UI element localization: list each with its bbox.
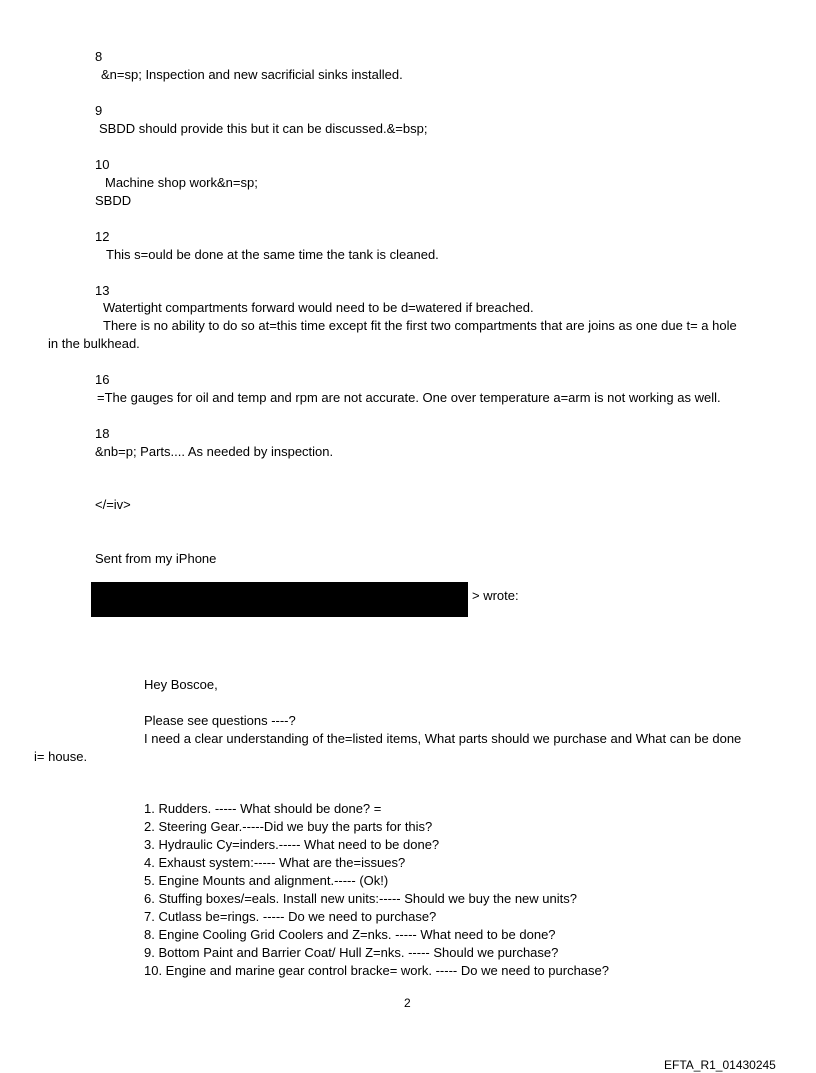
item-text: &nb=p; Parts.... As needed by inspection. bbox=[95, 444, 334, 459]
intro-line: i= house. bbox=[34, 749, 88, 764]
wrote-label: > wrote: bbox=[472, 588, 519, 603]
item-text: Machine shop work&n=sp; bbox=[105, 175, 258, 190]
item-number: 18 bbox=[95, 426, 110, 441]
list-item: 7. Cutlass be=rings. ----- Do we need to purchase? bbox=[144, 909, 437, 924]
list-item: 4. Exhaust system:----- What are the=issues? bbox=[144, 855, 406, 870]
item-number: 10 bbox=[95, 157, 110, 172]
item-number: 8 bbox=[95, 49, 103, 64]
item-text: This s=ould be done at the same time the tank is cleaned. bbox=[106, 247, 439, 262]
list-item: 3. Hydraulic Cy=inders.----- What need to be done? bbox=[144, 837, 440, 852]
signature: Sent from my iPhone bbox=[95, 551, 217, 566]
item-number: 12 bbox=[95, 229, 110, 244]
redaction-block bbox=[91, 582, 468, 617]
document-id: EFTA_R1_01430245 bbox=[664, 1058, 776, 1072]
item-number: 13 bbox=[95, 283, 110, 298]
list-item: 2. Steering Gear.-----Did we buy the parts for this? bbox=[144, 819, 433, 834]
item-number: 16 bbox=[95, 372, 110, 387]
list-item: 5. Engine Mounts and alignment.----- (Ok!) bbox=[144, 873, 389, 888]
list-item: 10. Engine and marine gear control bracke= work. ----- Do we need to purchase? bbox=[144, 963, 609, 978]
item-text: in the bulkhead. bbox=[48, 336, 140, 351]
item-text: SBDD should provide this but it can be discussed.&=bsp; bbox=[99, 121, 428, 136]
item-text: &n=sp; Inspection and new sacrificial sinks installed. bbox=[101, 67, 403, 82]
list-item: 9. Bottom Paint and Barrier Coat/ Hull Z=nks. ----- Should we purchase? bbox=[144, 945, 559, 960]
item-text: There is no ability to do so at=this time except fit the first two compartments that are joins as one due t= a hole bbox=[103, 318, 737, 333]
intro-line: Please see questions ----? bbox=[144, 713, 296, 728]
list-item: 6. Stuffing boxes/=eals. Install new units:----- Should we buy the new units? bbox=[144, 891, 577, 906]
item-text: Watertight compartments forward would need to be d=watered if breached. bbox=[103, 300, 534, 315]
list-item: 8. Engine Cooling Grid Coolers and Z=nks. ----- What need to be done? bbox=[144, 927, 556, 942]
intro-line: I need a clear understanding of the=listed items, What parts should we purchase and What can be done bbox=[144, 731, 742, 746]
page-number: 2 bbox=[404, 996, 411, 1010]
item-text: SBDD bbox=[95, 193, 132, 208]
greeting: Hey Boscoe, bbox=[144, 677, 218, 692]
closing-tag: </=iv> bbox=[95, 497, 131, 512]
item-number: 9 bbox=[95, 103, 103, 118]
item-text: =The gauges for oil and temp and rpm are not accurate. One over temperature a=arm is not working as well. bbox=[97, 390, 721, 405]
list-item: 1. Rudders. ----- What should be done? = bbox=[144, 801, 382, 816]
